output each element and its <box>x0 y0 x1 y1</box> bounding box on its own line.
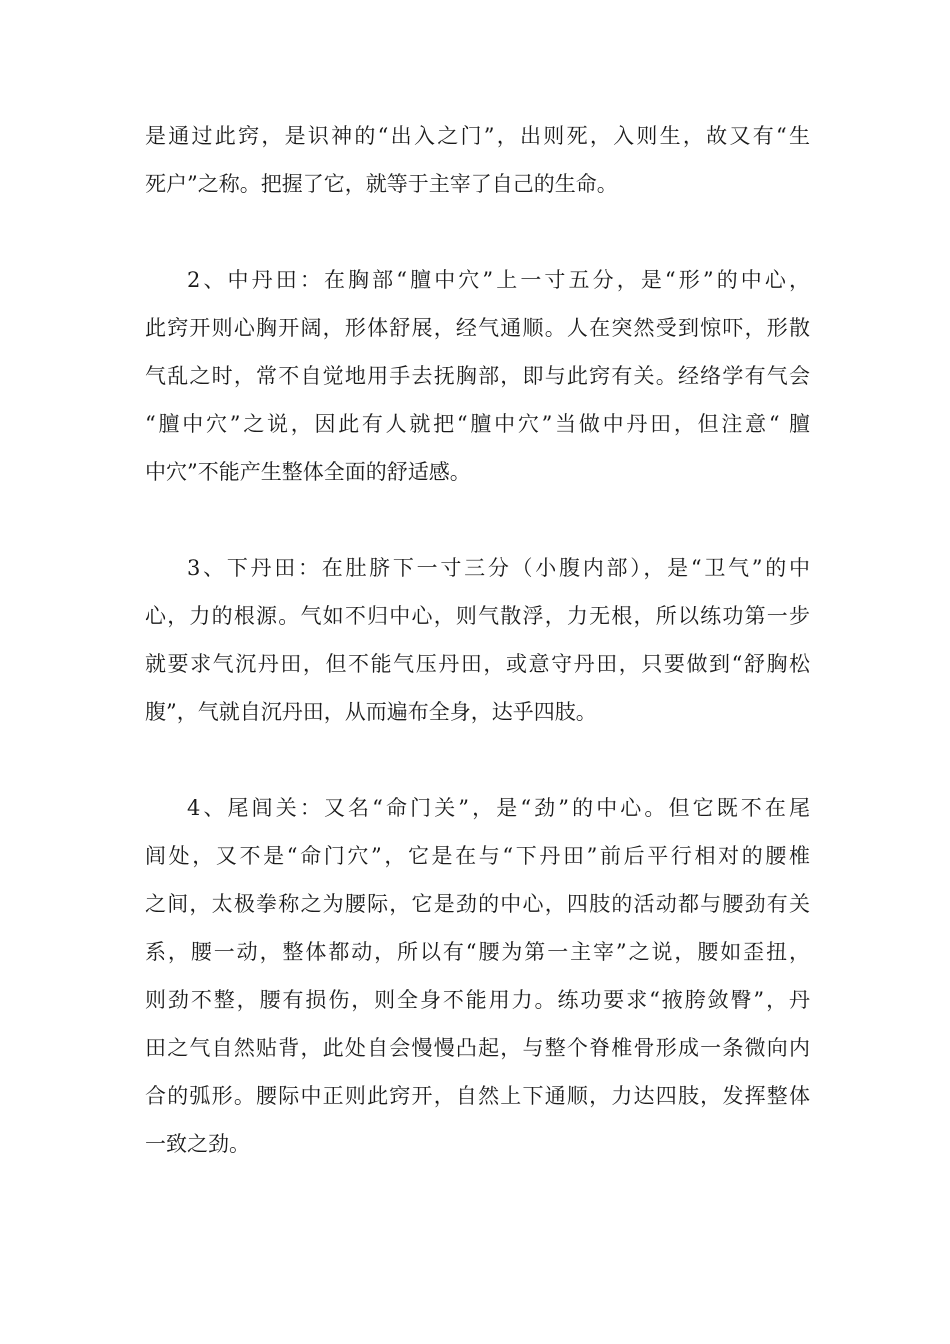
paragraph-line: 此窍开则心胸开阔，形体舒展，经气通顺。人在突然受到惊吓，形散 <box>145 316 810 340</box>
paragraph-3 <box>145 544 810 736</box>
paragraph-line: 2、中丹田：在胸部“膻中穴”上一寸五分，是“形”的中心， <box>187 268 810 292</box>
paragraph-line: 田之气自然贴背，此处自会慢慢凸起，与整个脊椎骨形成一条微向内 <box>145 1036 810 1060</box>
paragraph-line: 则劲不整，腰有损伤，则全身不能用力。练功要求“掖胯敛臀”，丹 <box>145 988 810 1012</box>
paragraph-line: 死户”之称。把握了它，就等于主宰了自己的生命。 <box>145 172 618 196</box>
paragraph-line: 心，力的根源。气如不归中心，则气散浮，力无根，所以练功第一步 <box>145 604 810 628</box>
paragraph-line: 合的弧形。腰际中正则此窍开，自然上下通顺，力达四肢，发挥整体 <box>145 1084 810 1108</box>
paragraph-2 <box>145 256 810 496</box>
paragraph-line: 一致之劲。 <box>145 1132 250 1156</box>
paragraph-line: 气乱之时，常不自觉地用手去抚胸部，即与此窍有关。经络学有气会 <box>145 364 810 388</box>
paragraph-4 <box>145 784 810 1168</box>
paragraph-line: 3、下丹田：在肚脐下一寸三分（小腹内部），是“卫气”的中 <box>187 556 810 580</box>
paragraph-line: 是通过此窍，是识神的“出入之门”，出则死，入则生，故又有“生 <box>145 124 810 148</box>
paragraph-line: 之间，太极拳称之为腰际，它是劲的中心，四肢的活动都与腰劲有关 <box>145 892 810 916</box>
paragraph-line: 系，腰一动，整体都动，所以有“腰为第一主宰”之说，腰如歪扭， <box>145 940 810 964</box>
paragraph-line: 闾处，又不是“命门穴”，它是在与“下丹田”前后平行相对的腰椎 <box>145 844 810 868</box>
paragraph-1 <box>145 112 810 208</box>
paragraph-line: “膻中穴”之说，因此有人就把“膻中穴”当做中丹田，但注意“ 膻 <box>145 412 810 436</box>
paragraph-line: 腹”，气就自沉丹田，从而遍布全身，达乎四肢。 <box>145 700 597 724</box>
paragraph-line: 4、尾闾关：又名“命门关”，是“劲”的中心。但它既不在尾 <box>187 796 810 820</box>
paragraph-line: 中穴”不能产生整体全面的舒适感。 <box>145 460 471 484</box>
paragraph-line: 就要求气沉丹田，但不能气压丹田，或意守丹田，只要做到“舒胸松 <box>145 652 810 676</box>
document-body <box>145 112 810 1216</box>
